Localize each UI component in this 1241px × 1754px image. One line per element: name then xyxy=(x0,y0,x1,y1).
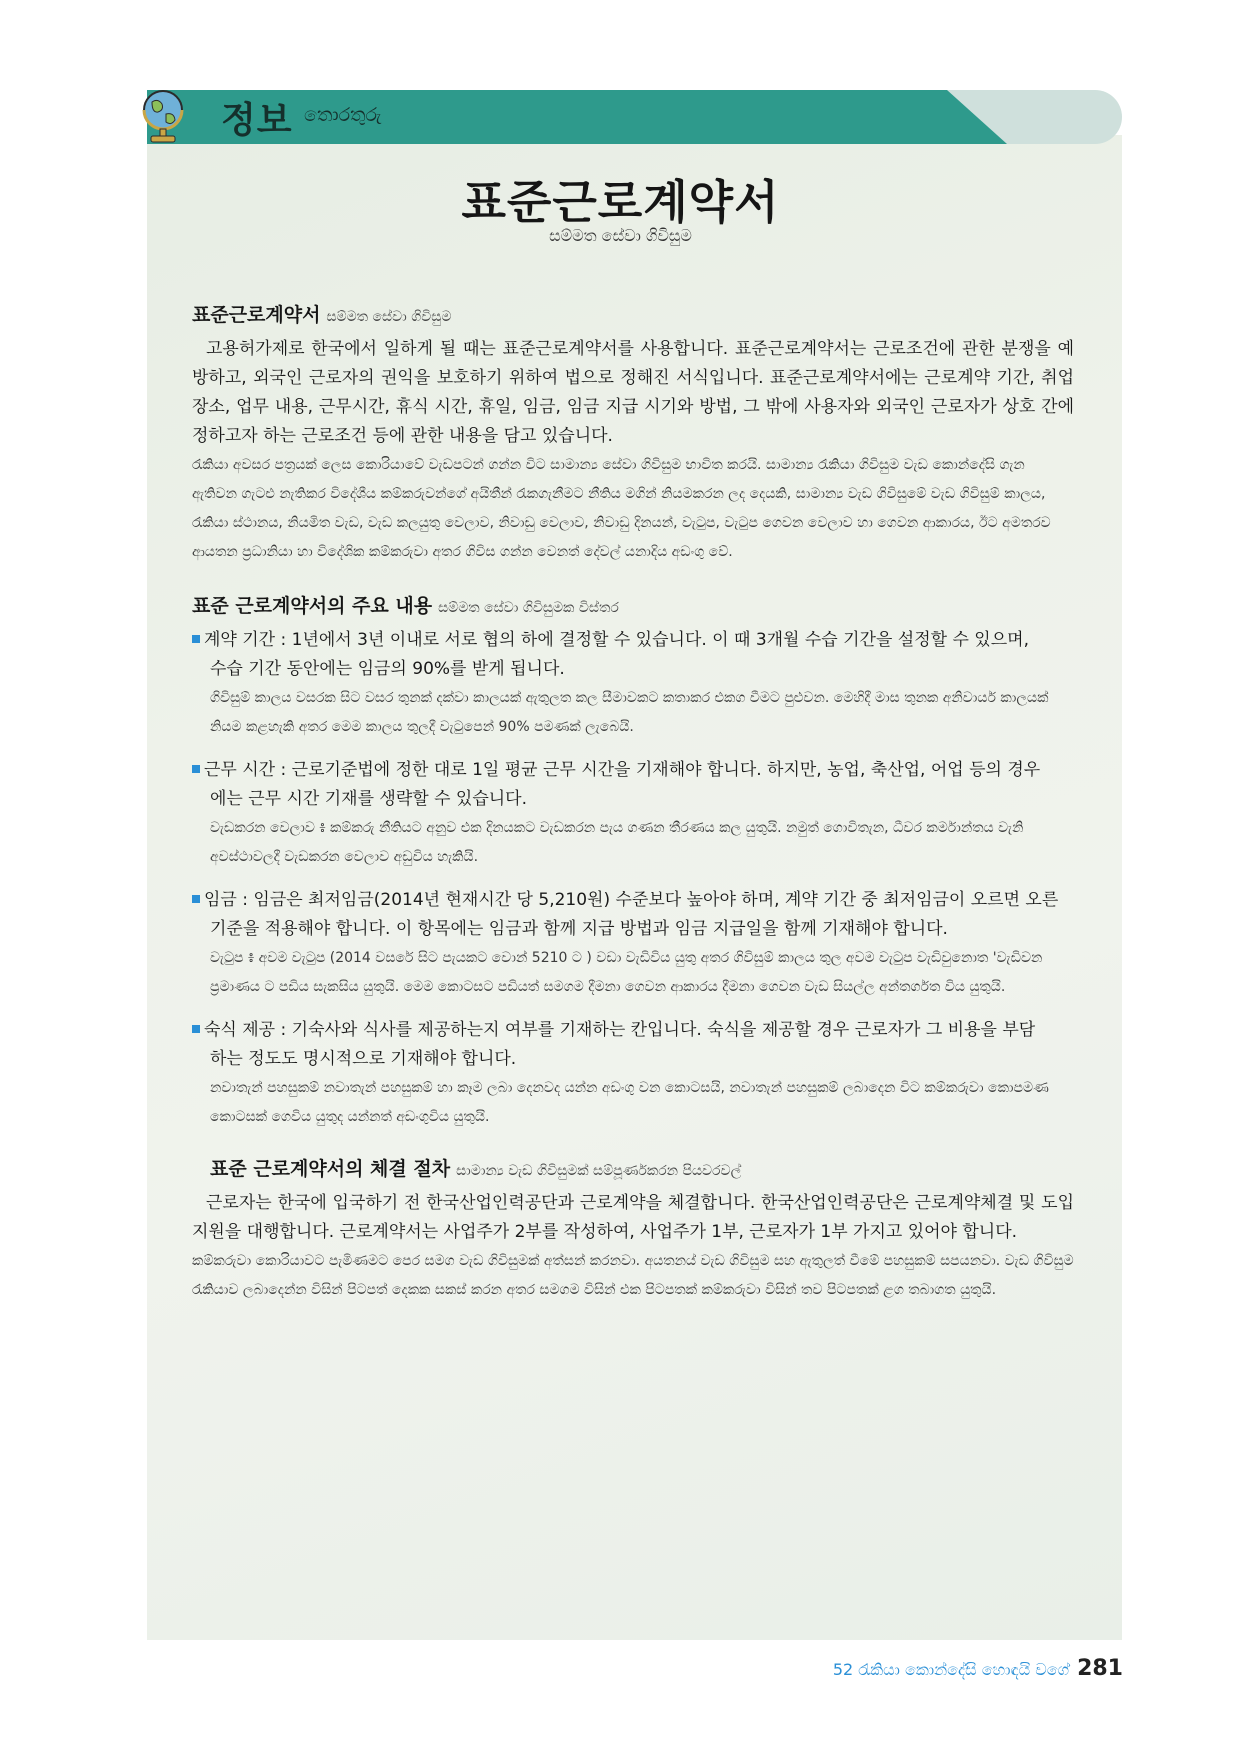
list-item xyxy=(192,1016,1074,1132)
item-sinhala-text: වැටුප ៖ අවම වැටුප (2014 වසරේ සිට පැයකට වොන් 5210 ට ) වඩා වැඩිවිය යුතු අතර ගිවිසුම් කාලය තුල අවම වැටුප වැඩිවුනොත 'වැඩිවන ප්‍රමාණය ට පඩිය සැකසිය යුතුයි. මෙම කොටසට පඩියත් සමගම දීමනා ගෙවන ආකාරය දීමනා ගෙවන වැඩ සියල්ල අන්තර්ගත විය යුතුයි. xyxy=(210,950,1043,995)
item-label: 근무 시간 : xyxy=(204,760,287,780)
item-label: 임금 : xyxy=(204,890,248,910)
section-heading-korean: 표준근로계약서 xyxy=(192,304,321,326)
header-title: 정보 xyxy=(221,100,293,141)
section-heading xyxy=(192,300,1074,327)
list-item xyxy=(192,756,1074,872)
section-heading-korean: 표준 근로계약서의 주요 내용 xyxy=(192,595,433,617)
item-korean-text: 임금은 최저임금(2014년 현재시간 당 5,210원) 수준보다 높아야 하며, 계약 기간 중 최저임금이 오르면 오른 xyxy=(253,890,1059,910)
item-korean-text: 기숙사와 식사를 제공하는지 여부를 기재하는 칸입니다. 숙식을 제공할 경우 근로자가 그 비용을 부담 xyxy=(291,1020,1036,1040)
sinhala-paragraph: කම්කරුවා කොරියාවට පැමිණමට පෙර සමග වැඩ ගිවිසුමක් අත්සන් කරනවා. අයතනය් වැඩ ගිවිසුම සහ ඇතුලත් වීමේ පහසුකම් සපයනවා. වැඩ ගිවිසුම රැකියාව ලබාදෙන්න විසින් පිටපත් දෙකක සකස් කරන අතර සමගම විසින් එක පිටපතක් කම්කරුවා විසින් තව පිටපතක් ළග තබාගත යුතුයි. xyxy=(192,1253,1074,1298)
item-korean-text-continued: 에는 근무 시간 기재를 생략할 수 있습니다. xyxy=(210,789,528,809)
item-korean-text-continued: 하는 정도도 명시적으로 기재해야 합니다. xyxy=(210,1049,517,1069)
section-heading-sinhala: සම්මත සේවා ගිවිසුම xyxy=(326,309,452,325)
section-standard-contract xyxy=(192,300,1074,567)
document-title: 표준근로계약서 xyxy=(461,175,780,229)
korean-paragraph: 근로자는 한국에 입국하기 전 한국산업인력공단과 근로계약을 체결합니다. 한국산업인력공단은 근로계약체결 및 도입지원을 대행합니다. 근로계약서는 사업주가 2부를 작성하여, 사업주가 1부, 근로자가 1부 가지고 있어야 합니다. xyxy=(192,1193,1074,1242)
list-item xyxy=(192,886,1074,1002)
header-subtitle: තොරතුරු xyxy=(304,104,382,126)
globe-icon xyxy=(140,88,186,144)
item-sinhala-text: නවාතැන් පහසුකම් නවාතැන් පහසුකම් හා කෑම ලබා දෙනවද යන්න අඩංගු වන කොටසයි, නවාතැන් පහසුකම් ලබාදෙන විට කම්කරුවා කොපමණ කොටසක් ගෙවිය යුතුද යන්නත් අඩංගුවිය යුතුයි. xyxy=(210,1080,1049,1125)
item-sinhala-text: ගිවිසුම් කාලය වසරක සිට වසර තුනක් දක්වා කාලයක් ඇතුලත කල සීමාවකට කතාකර එකග වීමට පුළුවන. මෙහිදී මාස තුනක අනිවාර්ය කාලයක් නියම කළහැකි අතර මෙම කාලය තුලදී වැටුපෙන් 90% පමණක් ලැබෙයි. xyxy=(210,690,1049,735)
item-korean-text-continued: 수습 기간 동안에는 임금의 90%를 받게 됩니다. xyxy=(210,659,565,679)
page-number: 281 xyxy=(1077,1656,1123,1681)
bullet-square-icon xyxy=(192,635,200,643)
section-heading xyxy=(192,1154,1074,1181)
item-korean-text: 근로기준법에 정한 대로 1일 평균 근무 시간을 기재해야 합니다. 하지만, 농업, 축산업, 어업 등의 경우 xyxy=(291,760,1041,780)
section-heading-sinhala: සාමාන්‍ය වැඩ ගිවිසුමක් සම්පූර්ණකරන පියවරවල් xyxy=(456,1163,742,1179)
sinhala-paragraph: රැකියා අවසර පත්‍රයක් ලෙස කොරියාවේ වැඩපටන් ගන්න විට සාමාන්‍ය සේවා ගිවිසුම භාවිත කරයි. සාමාන්‍ය රැකියා ගිවිසුම වැඩ කොන්දේසි ගැන ඇතිවන ගැටළු නැතිකර විදේශීය කම්කරුවන්ගේ අයිතීන් රැකගැනීමට නීතිය මගින් නියමකරන ලද දෙයකි, සාමාන්‍ය වැඩ ගිවිසුමේ වැඩ ගිවිසුම් කාලය, රැකියා ස්ථානය, නියමිත වැඩ, වැඩ කලයුතු වෙලාව, නිවාඩු වෙලාව, නිවාඩු දිනයන්, වැටුප, වැටුප ගෙවන වෙලාව හා ගෙවන ආකාරය, ඊට අමතරව ආයතන ප්‍රධානියා හා විදේශික කම්කරුවා අතර ගිවිස ගන්න වෙනත් දේවල් යනාදිය අඩංගු වේ. xyxy=(192,457,1051,560)
korean-paragraph: 고용허가제로 한국에서 일하게 될 때는 표준근로계약서를 사용합니다. 표준근로계약서는 근로조건에 관한 분쟁을 예방하고, 외국인 근로자의 권익을 보호하기 위하여 법으로 정해진 서식입니다. 표준근로계약서에는 근로계약 기간, 취업 장소, 업무 내용, 근무시간, 휴식 시간, 휴일, 임금, 임금 지급 시기와 방법, 그 밖에 사용자와 외국인 근로자가 상호 간에 정하고자 하는 근로조건 등에 관한 내용을 담고 있습니다. xyxy=(192,339,1074,446)
header-band xyxy=(147,90,1122,144)
bullet-square-icon xyxy=(192,1025,200,1033)
section-heading xyxy=(192,591,1074,618)
article-body xyxy=(192,300,1074,1305)
section-main-content xyxy=(192,591,1074,1132)
item-label: 계약 기간 : xyxy=(204,630,287,650)
bullet-square-icon xyxy=(192,765,200,773)
chapter-label: 52 රැකියා කොන්දේසි හොඳයි වගේ xyxy=(832,1660,1070,1679)
document-subtitle: සම්මත සේවා ගිවිසුම xyxy=(549,226,692,245)
section-heading-sinhala: සම්මත සේවා ගිවිසුමක විස්තර xyxy=(438,600,619,616)
item-korean-text-continued: 기준을 적용해야 합니다. 이 항목에는 임금과 함께 지급 방법과 임금 지급일을 함께 기재해야 합니다. xyxy=(210,919,948,939)
section-heading-korean: 표준 근로계약서의 체결 절차 xyxy=(210,1158,451,1180)
list-item xyxy=(192,626,1074,742)
item-korean-text: 1년에서 3년 이내로 서로 협의 하에 결정할 수 있습니다. 이 때 3개월 수습 기간을 설정할 수 있으며, xyxy=(291,630,1029,650)
bullet-square-icon xyxy=(192,895,200,903)
item-label: 숙식 제공 : xyxy=(204,1020,287,1040)
page-footer xyxy=(833,1656,1123,1681)
section-signing-procedure xyxy=(192,1154,1074,1305)
item-sinhala-text: වැඩකරන වෙලාව ៖ කම්කරු නීතියට අනුව එක දිනයකට වැඩකරන පැය ගණන තීරණය කල යුතුයි. නමුත් ගොවිතැන, ධීවර කර්මාන්තය වැනි අවස්ථාවලදී වැඩකරන වෙලාව අඩුවිය හැකියි. xyxy=(210,820,1024,865)
